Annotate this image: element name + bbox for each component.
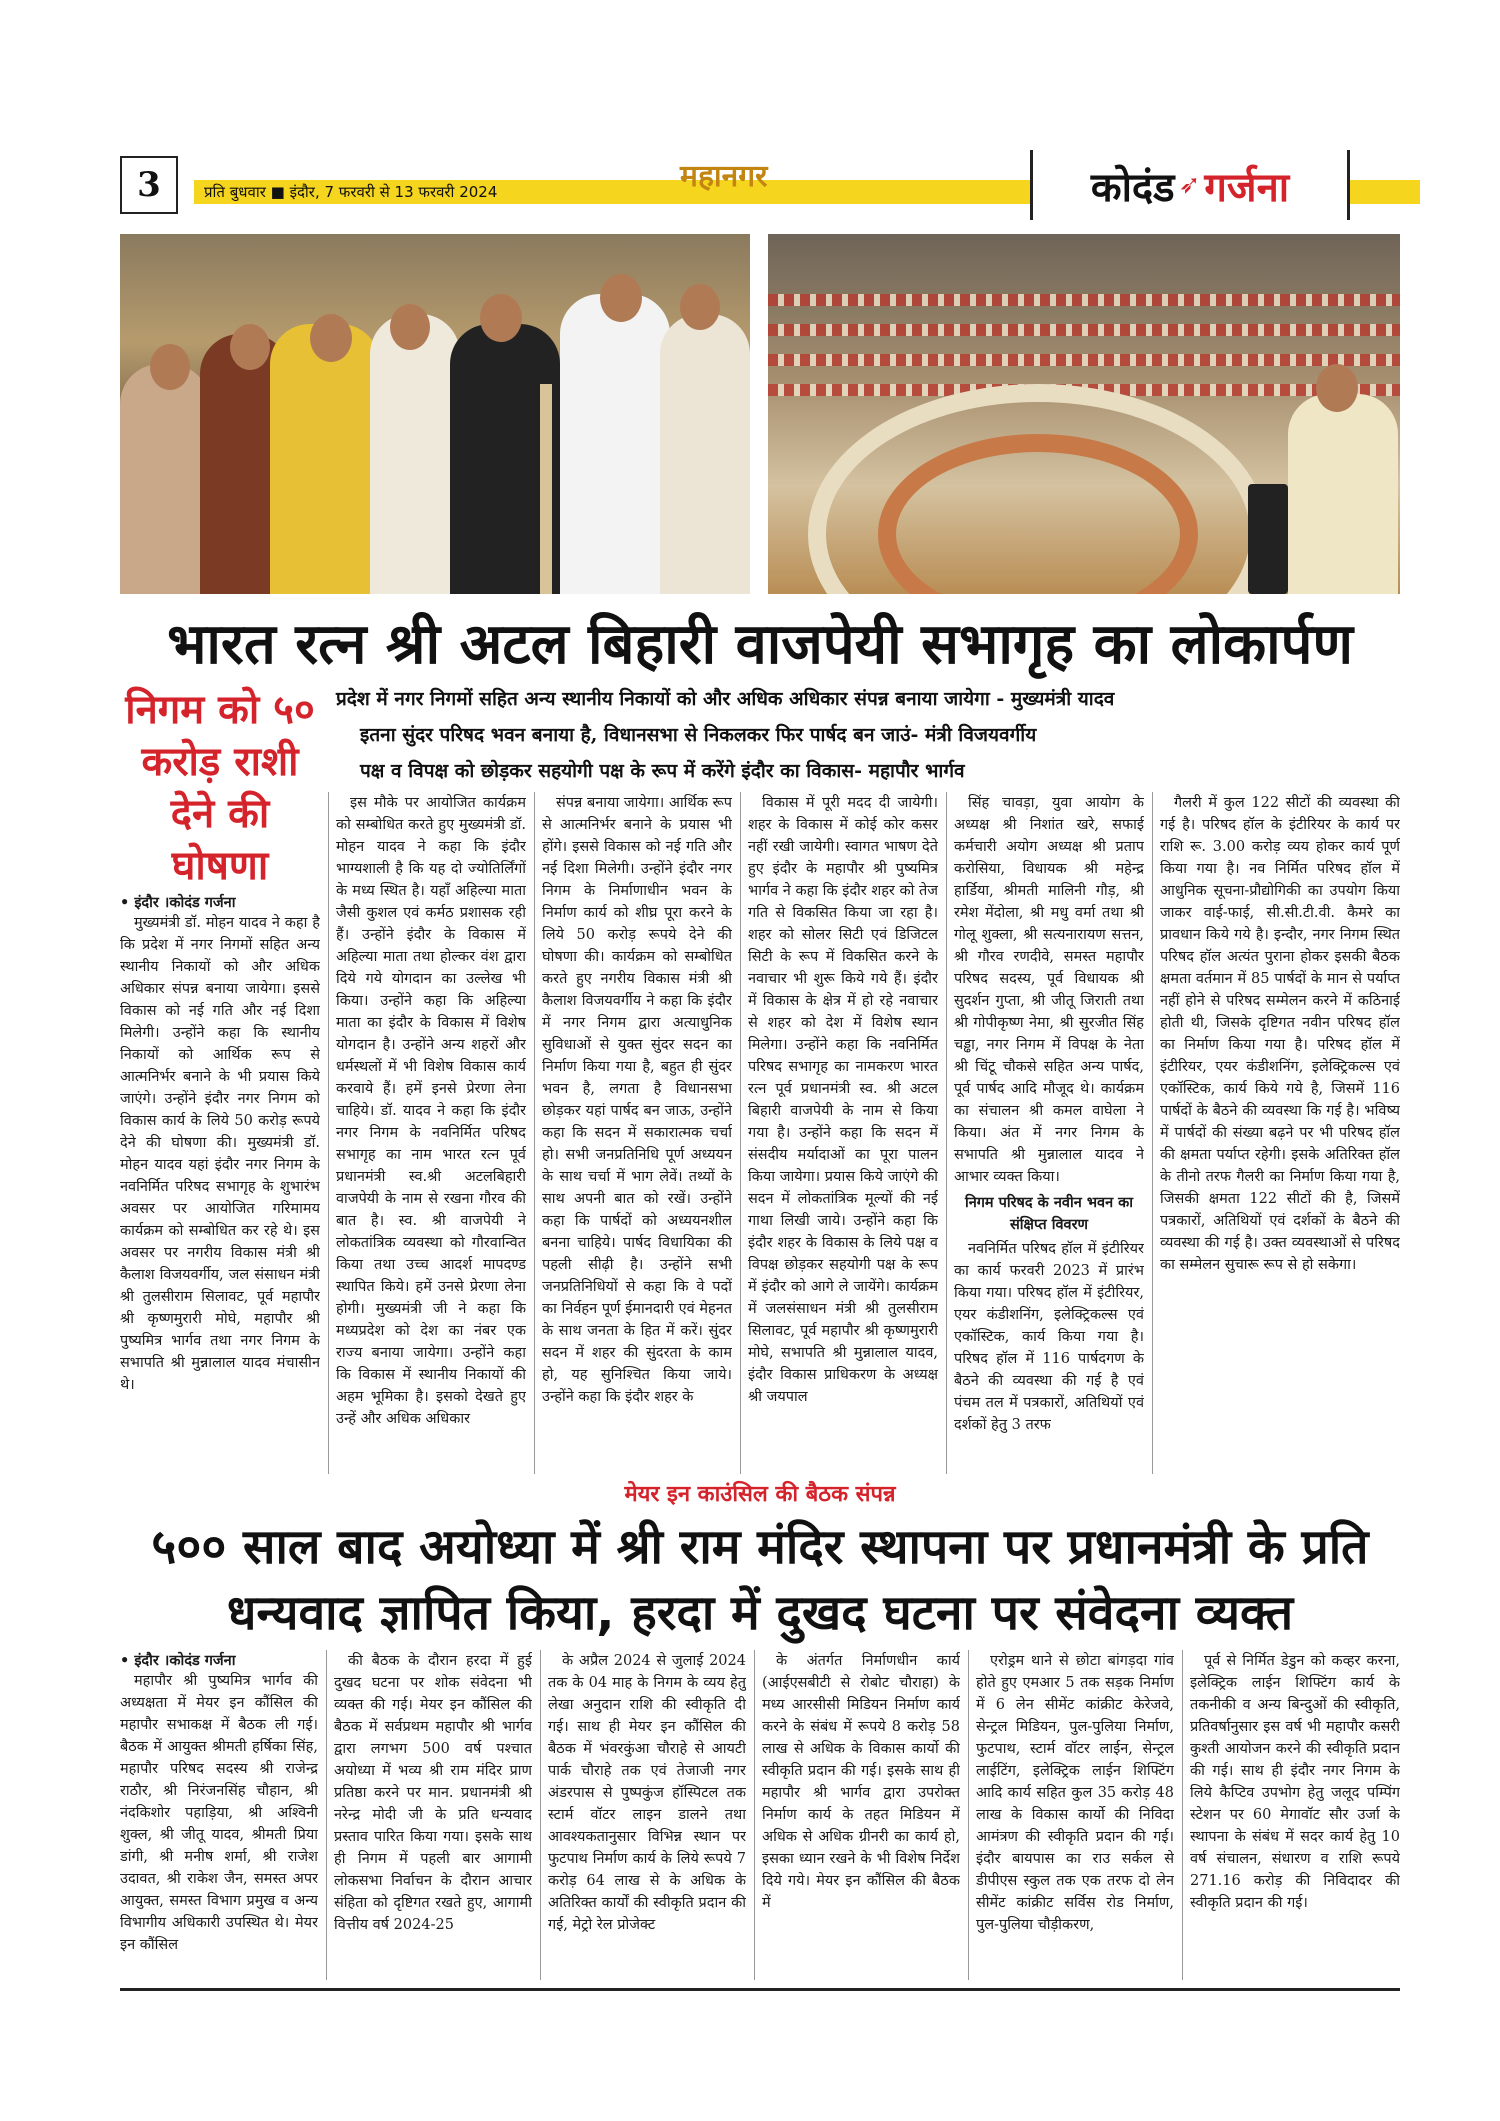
article-column-4	[748, 792, 938, 1474]
newspaper-logo	[1030, 150, 1350, 220]
article-column-2	[336, 792, 526, 1474]
column-text: गैलरी में कुल 122 सीटों की व्यवस्था की गई है। परिषद हॉल के इंटीरियर के कार्य पर राशि रू. 3.00 करोड़ व्यय होकर कार्य पूर्ण किया गया है। नव निर्मित परिषद हॉल में आधुनिक सूचना-प्रौद्योगिकी का उपयोग किया जाकर वाई-फाई, सी.सी.टी.वी. कैमरे का प्रावधान किये गये है। इन्दौर, नगर निगम स्थित परिषद हॉल अत्यंत पुराना होकर इसकी बैठक क्षमता वर्तमान में 85 पार्षदों के मान से पर्याप्त नहीं होने से परिषद सम्मेलन करने में कठिनाई होती थी, जिसके दृष्टिगत नवीन परिषद हॉल का निर्माण किया गया है। परिषद हॉल में इंटीरियर, एयर कंडीशनिंग, इलेक्ट्रिकल्स एवं एकॉस्टिक, कार्य किये गये है, जिसमें 116 पार्षदों के बैठने की व्यवस्था कि गई है। भविष्य में पार्षदों की संख्या बढ़ने पर भी परिषद हॉल की क्षमता पर्याप्त रहेगी। इसके अतिरिक्त हॉल के तीनो तरफ गैलरी का निर्माण किया गया है, जिसकी क्षमता 122 सीटों की है, जिसमें पत्रकारों, अतिथियों एवं दर्शकों के बैठने की व्यवस्था की गई है। उक्त व्यवस्थाओं से परिषद का सम्मेलन सुचारू रूप से हो सकेगा।	[1160, 795, 1400, 1273]
box-subheading: निगम परिषद के नवीन भवन का संक्षिप्त विवरण	[964, 1194, 1134, 1233]
column-text: की बैठक के दौरान हरदा में हुई दुखद घटना पर शोक संवेदना भी व्यक्त की गई। मेयर इन कौंसिल की बैठक में सर्वप्रथम महापौर श्री भार्गव द्वारा लगभग 500 वर्ष पश्चात अयोध्या में भव्य श्री राम मंदिर प्राण प्रतिष्ठा करने पर मान. प्रधानमंत्री श्री नरेन्द्र मोदी जी के प्रति धन्यवाद प्रस्ताव पारित किया गया। इसके साथ ही निगम में पहली बार आगामी लोकसभा निर्वाचन के दौरान आचार संहिता को दृष्टिगत रखते हुए, आगामी वित्तीय वर्ष 2024-25	[334, 1653, 532, 1933]
subheadline-3: पक्ष व विपक्ष को छोड़कर सहयोगी पक्ष के रूप में करेंगे इंदौर का विकास- महापौर भार्गव	[360, 760, 965, 782]
column-divider	[540, 1650, 541, 1980]
logo-text-1: कोदंड	[1090, 164, 1175, 211]
page-number: 3	[120, 156, 178, 214]
second-column-2	[334, 1650, 532, 1980]
second-column-4	[762, 1650, 960, 1980]
column-divider	[1152, 792, 1153, 1474]
article-column-1	[120, 892, 320, 1474]
column-divider	[326, 1650, 327, 1980]
masthead	[120, 150, 1400, 220]
column-text: इस मौके पर आयोजित कार्यक्रम को सम्बोधित करते हुए मुख्यमंत्री डॉ. मोहन यादव ने कहा कि इंदौर भाग्यशाली है कि यह दो ज्योतिर्लिंगों के मध्य स्थित है। यहाँ अहिल्या माता जैसी कुशल एवं कर्मठ प्रशासक रही हैं। उन्होंने इंदौर के विकास में अहिल्या माता तथा होल्कर वंश द्वारा दिये गये योगदान का उल्लेख भी किया। उन्होंने कहा कि अहिल्या माता का इंदौर के विकास में विशेष योगदान है। उन्होंने अन्य शहरों और धर्मस्थलों में भी विशेष विकास कार्य करवाये हैं। हमें इनसे प्रेरणा लेना चाहिये। डॉ. यादव ने कहा कि इंदौर नगर निगम के नवनिर्मित परिषद सभागृह का नाम भारत रत्न पूर्व प्रधानमंत्री स्व.श्री अटलबिहारी वाजपेयी के नाम से रखना गौरव की बात है। स्व. श्री वाजपेयी ने लोकतांत्रिक व्यवस्था को गौरवान्वित किया तथा उच्च आदर्श मापदण्ड स्थापित किये। हमें उनसे प्रेरणा लेना होगी। मुख्यमंत्री जी ने कहा कि मध्यप्रदेश को देश का नंबर एक राज्य बनाया जायेगा। उन्होंने कहा कि विकास में स्थानीय निकायों की अहम भूमिका है। इसको देखते हुए उन्हें और अधिक अधिकार	[336, 795, 526, 1427]
column-text: संपन्न बनाया जायेगा। आर्थिक रूप से आत्मनिर्भर बनाने के प्रयास भी होंगे। इससे विकास को नई गति और नई दिशा मिलेगी। उन्होंने इंदौर नगर निगम के निर्माणाधीन भवन के निर्माण कार्य को शीघ्र पूरा करने के लिये 50 करोड़ रूपये देने की घोषणा की। कार्यक्रम को सम्बोधित करते हुए नगरीय विकास मंत्री श्री कैलाश विजयवर्गीय ने कहा कि इंदौर में नगर निगम द्वारा अत्याधुनिक सुविधाओं से युक्त सुंदर सदन का निर्माण किया गया है, बहुत ही सुंदर भवन है, लगता है विधानसभा छोड़कर यहां पार्षद बन जाऊ, उन्होंने कहा कि सदन में सकारात्मक चर्चा हो। सभी जनप्रतिनिधि पूर्ण अध्ययन के साथ चर्चा में भाग लेवें। तथ्यों के साथ अपनी बात को रखें। उन्होंने कहा कि पार्षदों को अध्ययनशील बनना चाहिये। पार्षद विधायिका की पहली सीढ़ी है। उन्होंने सभी जनप्रतिनिधियों से कहा कि वे पदों का निर्वहन पूर्ण ईमानदारी एवं मेहनत के साथ जनता के हित में करें। सुंदर सदन में शहर की सुंदरता के काम हो, यह सुनिश्चित किया जाये। उन्होंने कहा कि इंदौर शहर के	[542, 795, 732, 1405]
byline: • इंदौर ।कोदंड गर्जना	[120, 1652, 236, 1669]
article-column-6	[1160, 792, 1400, 1474]
logo-text-2: गर्जना	[1204, 164, 1290, 211]
council-hall-photo	[768, 234, 1400, 594]
second-column-1	[120, 1650, 318, 1980]
second-column-5	[976, 1650, 1174, 1980]
lamp-lighting-photo	[120, 234, 750, 594]
second-column-6	[1190, 1650, 1400, 1980]
lead-headline: भारत रत्न श्री अटल बिहारी वाजपेयी सभागृह का लोकार्पण	[167, 612, 1353, 677]
column-divider	[328, 792, 329, 1474]
bottom-rule	[120, 1988, 1400, 1991]
column-text: के अप्रैल 2024 से जुलाई 2024 तक के 04 माह के निगम के व्यय हेतु लेखा अनुदान राशि की स्वीकृति दी गई। साथ ही मेयर इन कौंसिल की बैठक में भंवरकुंआ चौराहे से आयटी पार्क चौराहे तक एवं तेजाजी नगर अंडरपास से पुष्पकुंज हॉस्पिटल तक स्टार्म वॉटर लाइन डालने तथा आवश्यकतानुसार विभिन्न स्थान पर फुटपाथ निर्माण कार्य के लिये रूपये 7 करोड़ 64 लाख से के अधिक के अतिरिक्त कार्यों की स्वीकृति प्रदान की गई, मेट्रो रेल प्रोजेक्ट	[548, 1653, 746, 1933]
column-text: विकास में पूरी मदद दी जायेगी। शहर के विकास में कोई कोर कसर नहीं रखी जायेगी। स्वागत भाषण देते हुए इंदौर के महापौर श्री पुष्यमित्र भार्गव ने कहा कि इंदौर शहर को तेज गति से विकसित किया जा रहा है। शहर को सोलर सिटी एवं डिजिटल सिटी के रूप में विकसित करने के नवाचार भी शुरू किये गये हैं। इंदौर में विकास के क्षेत्र में हो रहे नवाचार से शहर को देश में विशेष स्थान मिलेगा। उन्होंने कहा कि नवनिर्मित परिषद सभागृह का नामकरण भारत रत्न पूर्व प्रधानमंत्री स्व. श्री अटल बिहारी वाजपेयी के नाम से किया गया है। उन्होंने कहा कि सदन में संसदीय मर्यादाओं का पूरा पालन किया जायेगा। प्रयास किये जाएंगे की सदन में लोकतांत्रिक मूल्यों की नई गाथा लिखी जाये। उन्होंने कहा कि इंदौर शहर के विकास के लिये पक्ष व विपक्ष छोड़कर सहयोगी पक्ष के रूप में इंदौर को आगे ले जायेंगे। कार्यक्रम में जलसंसाधन मंत्री श्री तुलसीराम सिलावट, पूर्व महापौर श्री कृष्णमुरारी मोघे, सभापति श्री मुन्नालाल यादव, इंदौर विकास प्राधिकरण के अध्यक्ष श्री जयपाल	[748, 795, 938, 1405]
lamp-stand	[540, 384, 552, 594]
column-divider	[1182, 1650, 1183, 1980]
section-label: महानगर	[680, 159, 768, 194]
column-divider	[968, 1650, 969, 1980]
byline: • इंदौर ।कोदंड गर्जना	[120, 894, 236, 911]
sidebar-headline: निगम को ५० करोड़ राशी देने की घोषणा	[125, 687, 315, 889]
subheadline-2: इतना सुंदर परिषद भवन बनाया है, विधानसभा से निकलकर फिर पार्षद बन जाउं- मंत्री विजयवर्गीय	[360, 724, 1037, 746]
column-text: मुख्यमंत्री डॉ. मोहन यादव ने कहा है कि प्रदेश में नगर निगमों सहित अन्य स्थानीय निकायों को और अधिक अधिकार संपन्न बनाया जायेगा। इससे विकास को नई गति और नई दिशा मिलेगी। उन्होंने कहा कि स्थानीय निकायों को आर्थिक रूप से आत्मनिर्भर बनाने के भी प्रयास किये जाएंगे। उन्होंने इंदौर नगर निगम को विकास कार्य के लिये 50 करोड़ रूपये देने की घोषणा की। मुख्यमंत्री डॉ. मोहन यादव यहां इंदौर नगर निगम के नवनिर्मित परिषद सभागृह के शुभारंभ अवसर पर आयोजित गरिमामय कार्यक्रम को सम्बोधित कर रहे थे। इस अवसर पर नगरीय विकास मंत्री श्री कैलाश विजयवर्गीय, जल संसाधन मंत्री श्री तुलसीराम सिलावट, पूर्व महापौर श्री कृष्णमुरारी मोघे, महापौर श्री पुष्यमित्र भार्गव तथा नगर निगम के सभापति श्री मुन्नालाल यादव मंचासीन थे।	[120, 915, 320, 1393]
column-divider	[754, 1650, 755, 1980]
second-story-banner: मेयर इन काउंसिल की बैठक संपन्न	[624, 1482, 896, 1507]
article-column-3	[542, 792, 732, 1474]
bow-arrow-icon: ➶	[1178, 170, 1201, 200]
second-story-headline: ५०० साल बाद अयोध्या में श्री राम मंदिर स्थापना पर प्रधानमंत्री के प्रति धन्यवाद ज्ञापित किया, हरदा में दुखद घटना पर संवेदना व्यक्त	[151, 1519, 1369, 1641]
column-text: एरोड्रम थाने से छोटा बांगड़दा गांव होते हुए एमआर 5 तक सड़क निर्माण में 6 लेन सीमेंट कांक्रीट केरेजवे, सेन्ट्रल मिडियन, पुल-पुलिया निर्माण, फुटपाथ, स्टार्म वॉटर लाईन, सेन्ट्रल लाईटिंग, इलेक्ट्रिक लाईन शिफ्टिंग आदि कार्य सहित कुल 35 करोड़ 48 लाख के विकास कार्यो की निविदा आमंत्रण की स्वीकृति प्रदान की गई। इंदौर बायपास का राउ सर्कल से डीपीएस स्कुल तक एक तरफ दो लेन सीमेंट कांक्रीट सर्विस रोड निर्माण, पुल-पुलिया चौड़ीकरण,	[976, 1653, 1174, 1933]
column-text: पूर्व से निर्मित डेडुन को कव्हर करना, इलेक्ट्रिक लाईन शिफ्टिंग कार्य के तकनीकी व अन्य बिन्दुओं की स्वीकृति, प्रतिवर्षानुसार इस वर्ष भी महापौर कसरी कुश्ती आयोजन करने की स्वीकृति प्रदान की गई। साथ ही इंदौर नगर निगम के लिये कैप्टिव उपभोग हेतु जलूद पम्पिंग स्टेशन पर 60 मेगावॉट सौर उर्जा के स्थापना के संबंध में सदर कार्य हेतु 10 वर्ष संचालन, संधारण व राशि रूपये 271.16 करोड़ की निविदादर की स्वीकृति प्रदान की गई।	[1190, 1653, 1400, 1911]
column-text: महापौर श्री पुष्यमित्र भार्गव की अध्यक्षता में मेयर इन कौंसिल की महापौर सभाकक्ष में बैठक ली गई। बैठक में आयुक्त श्रीमती हर्षिका सिंह, महापौर परिषद सदस्य श्री राजेन्द्र राठौर, श्री निरंजनसिंह चौहान, श्री नंदकिशोर पहाड़िया, श्री अश्विनी शुक्ल, श्री जीतू यादव, श्रीमती प्रिया डांगी, श्री मनीष शर्मा, श्री राजेश उदावत, श्री राकेश जैन, समस्त अपर आयुक्त, समस्त विभाग प्रमुख व अन्य विभागीय अधिकारी उपस्थित थे। मेयर इन कौंसिल	[120, 1673, 318, 1953]
column-divider	[946, 792, 947, 1474]
column-divider	[740, 792, 741, 1474]
column-divider	[534, 792, 535, 1474]
column-text: के अंतर्गत निर्माणधीन कार्य (आईएसबीटी से रोबोट चौराहा) के मध्य आरसीसी मिडियन निर्माण कार्य करने के संबंध में रूपये 8 करोड़ 58 लाख से अधिक के विकास कार्यो की स्वीकृति प्रदान की गई। इसके साथ ही महापौर श्री भार्गव द्वारा उपरोक्त निर्माण कार्य के तहत मिडियन में अधिक से अधिक ग्रीनरी का कार्य हो, इसका ध्यान रखने के भी विशेष निर्देश दिये गये। मेयर इन कौंसिल की बैठक में	[762, 1653, 960, 1911]
second-column-3	[548, 1650, 746, 1980]
box-text: नवनिर्मित परिषद हॉल में इंटीरियर का कार्य फरवरी 2023 में प्रारंभ किया गया। परिषद हॉल में इंटीरियर, एयर कंडीशनिंग, इलेक्ट्रिकल्स एवं एकॉस्टिक, कार्य किया गया है। परिषद हॉल में 116 पार्षदगण के बैठने की व्यवस्था की गई है एवं पंचम तल में पत्रकारों, अतिथियों एवं दर्शकों हेतु 3 तरफ	[954, 1241, 1144, 1433]
subheadline-1: प्रदेश में नगर निगमों सहित अन्य स्थानीय निकायों को और अधिक अधिकार संपन्न बनाया जायेगा - मुख्यमंत्री यादव	[336, 688, 1115, 710]
article-column-5	[954, 792, 1144, 1474]
dateline: प्रति बुधवार ■ इंदौर, 7 फरवरी से 13 फरवरी 2024	[204, 183, 498, 201]
column-text: सिंह चावड़ा, युवा आयोग के अध्यक्ष श्री निशांत खरे, सफाई कर्मचारी अयोग अध्यक्ष श्री प्रताप करोसिया, विधायक श्री महेन्द्र हार्डिया, श्रीमती मालिनी गौड़, श्री रमेश मेंदोला, श्री मधु वर्मा तथा श्री गोलू शुक्ला, श्री सत्यनारायण सत्तन, श्री गौरव रणदीवे, समस्त महापौर परिषद सदस्य, पूर्व विधायक श्री सुदर्शन गुप्ता, श्री जीतू जिराती तथा श्री गोपीकृष्ण नेमा, श्री सुरजीत सिंह चड्ढा, नगर निगम में विपक्ष के नेता श्री चिंटू चौकसे सहित अन्य पार्षद, पूर्व पार्षद आदि मौजूद थे। कार्यक्रम का संचालन श्री कमल वाघेला ने किया। अंत में नगर निगम के सभापति श्री मुन्नालाल यादव ने आभार व्यक्त किया।	[954, 795, 1144, 1185]
